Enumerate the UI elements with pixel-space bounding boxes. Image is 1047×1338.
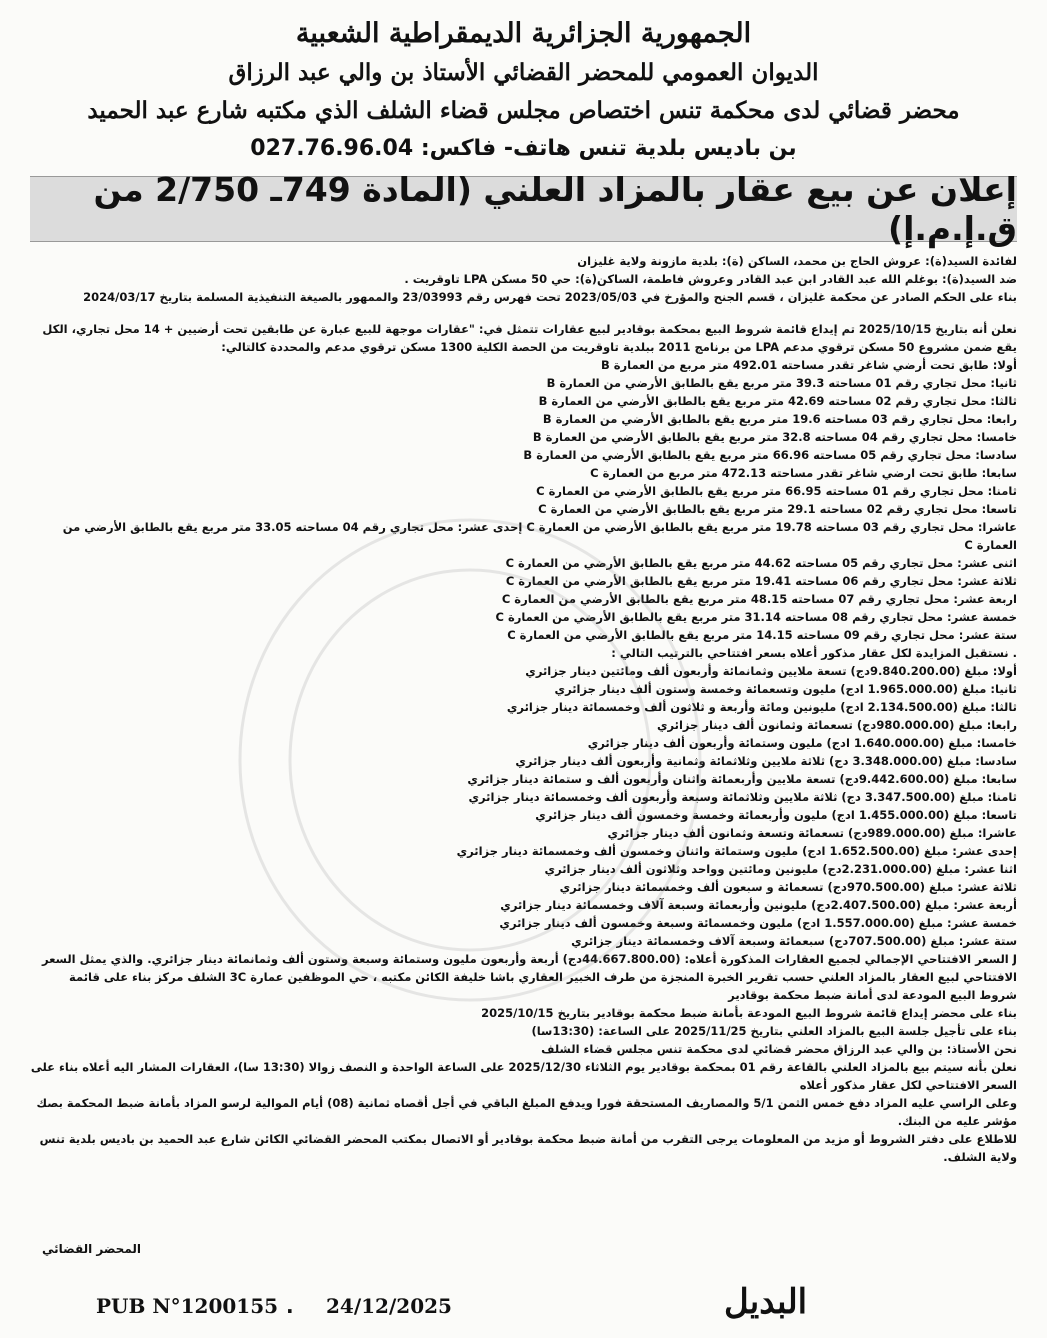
notice-paragraph: ثالثا: محل تجاري رقم 02 مساحته 42.69 متر مربع يقع بالطابق الأرضي من العمارة B bbox=[538, 394, 1017, 408]
notice-paragraph: أولا: مبلغ (9.840.200.00دج) تسعة ملايين وثمانمائة وأربعون ألف ومائتين دينار جزائري bbox=[525, 664, 1017, 678]
judgment-line: بناء على الحكم الصادر عن محكمة غليزان ، قسم الجنح والمؤرخ في 2023/05/03 تحت فهرس رقم 23/03993 والممهور بالصيغة التنفيذية المسلمة بتاريخ 2024/03/17 bbox=[83, 290, 1017, 304]
notice-paragraph: إحدى عشر: مبلغ (1.652.500.00 ادج) مليون وستمائة واثنان وخمسون ألف وخمسمائة دينار جزائري bbox=[456, 844, 1017, 858]
notice-paragraph: خمسة عشر: مبلغ (1.557.000.00 ادج) مليون وخمسمائة وسبعة وخمسون ألف دينار جزائري bbox=[499, 916, 1017, 930]
notice-paragraph: ثلاثة عشر: مبلغ (970.500.00دج) تسعمائة و سبعون ألف وخمسمائة دينار جزائري bbox=[559, 880, 1017, 894]
notice-paragraph: نحن الأستاذ: بن والي عبد الرزاق محضر قضائي لدى محكمة تنس مجلس قضاء الشلف bbox=[541, 1042, 1017, 1056]
notice-paragraph: خامسا: مبلغ (1.640.000.00 ادج) مليون وستمائة وأربعون ألف دينار جزائري bbox=[587, 736, 1017, 750]
notice-paragraph: سادسا: محل تجاري رقم 05 مساحته 66.96 متر مربع يقع بالطابق الأرضي من العمارة B bbox=[523, 448, 1017, 462]
notice-paragraph: ثانيا: محل تجاري رقم 01 مساحته 39.3 متر مربع يقع بالطابق الأرضي من العمارة B bbox=[546, 376, 1017, 390]
notice-paragraph: خمسة عشر: محل تجاري رقم 08 مساحته 31.14 متر مربع يقع بالطابق الأرضي من العمارة C bbox=[495, 610, 1017, 624]
notice-paragraph: ثلاثة عشر: محل تجاري رقم 06 مساحته 19.41 متر مربع يقع بالطابق الأرضي من العمارة C bbox=[505, 574, 1017, 588]
notice-paragraph: للاطلاع على دفتر الشروط أو مزيد من المعلومات يرجى التقرب من أمانة ضبط محكمة بوقادير أو الاتصال بمكتب المحضر القضائي الكائن شارع عبد الحميد بن باديس بلدية تنس ولاية الشلف. bbox=[39, 1132, 1017, 1164]
signature-label: المحضر القضائي bbox=[41, 1242, 141, 1256]
notice-paragraph: تاسعا: مبلغ (1.455.000.00 ادج) مليون وأربعمائة وخمسة وخمسون ألف دينار جزائري bbox=[535, 808, 1017, 822]
notice-paragraph: بناء على محضر إيداع قائمة شروط البيع المودعة بأمانة ضبط محكمة بوقادير بتاريخ 2025/10/15 bbox=[481, 1006, 1017, 1020]
notice-paragraph: أربعة عشر: مبلغ (2.407.500.00دج) مليونين وأربعمائة وسبعة آلاف وخمسمائة دينار جزائري bbox=[500, 898, 1017, 912]
publication-date: 24/12/2025 bbox=[326, 1294, 452, 1318]
defendant-line: ضد السيد(ة): بوغلم الله عبد القادر ابن عبد القادر وعروش فاطمة، الساكن(ة): حي 50 مسكن LPA تاوقريت . bbox=[404, 272, 1017, 286]
notice-paragraph: ستة عشر: مبلغ (707.500.00دج) سبعمائة وسبعة آلاف وخمسمائة دينار جزائري bbox=[571, 934, 1017, 948]
office-jurisdiction: محضر قضائي لدى محكمة تنس اختصاص مجلس قضاء الشلف الذي مكتبه شارع عبد الحميد bbox=[87, 97, 960, 124]
notice-paragraph: خامسا: محل تجاري رقم 04 مساحته 32.8 متر مربع يقع بالطابق الأرضي من العمارة B bbox=[532, 430, 1017, 444]
notice-paragraph: ثامنا: مبلغ (3.347.500.00 دج) ثلاثة ملايين وثلاثمائة وسبعة وأربعون ألف وخمسمائة دينار جزائري bbox=[468, 790, 1017, 804]
notice-paragraph: نعلن أنه بتاريخ 2025/10/15 تم إيداع قائمة شروط البيع بمحكمة بوقادير لبيع عقارات تتمثل في: "عقارات موجهة للبيع عبارة عن طابقين تحت أرضيين + 14 محل تجاري، الكل يقع ضمن مشروع 50 مسكن ترقوي مدعم LPA من برنامج 2011 ببلدية تاوقريت من الحصة الكلية 1300 مسكن ترقوي مدعم والمحددة كالتالي: bbox=[42, 322, 1017, 354]
notice-paragraph: وعلى الراسي عليه المزاد دفع خمس الثمن 5/1 والمصاريف المستحقة فورا ويدفع المبلغ الباقي في أجل أقصاه ثمانية (08) أيام الموالية لرسو المزاد بأمانة ضبط المحكمة بصك مؤشر عليه من البنك. bbox=[36, 1096, 1017, 1128]
notice-paragraph: عاشرا: محل تجاري رقم 03 مساحته 19.78 متر مربع يقع بالطابق الأرضي من العمارة C إحدى عشر: محل تجاري رقم 04 مساحته 33.05 متر مربع يقع بالطابق الأرضي من العمارة C bbox=[62, 520, 1017, 552]
notice-paragraph: رابعا: محل تجاري رقم 03 مساحته 19.6 متر مربع يقع بالطابق الأرضي من العمارة B bbox=[542, 412, 1017, 426]
notice-paragraph: نعلن بأنه سيتم بيع بالمزاد العلني بالقاعة رقم 01 بمحكمة بوقادير يوم الثلاثاء 2025/12/30 على الساعة الواحدة و النصف زوالا (13:30 سا)، العقارات المشار اليه أعلاه بناء على السعر الافتتاحي لكل عقار مذكور أعلاه bbox=[30, 1060, 1017, 1092]
footer bbox=[0, 1276, 1047, 1338]
pub-number: PUB N°1200155 bbox=[96, 1294, 279, 1318]
notice-paragraph: سابعا: مبلغ (9.442.600.00دج) تسعة ملايين وأربعمائة واثنان وأربعون ألف و ستمائة دينار جزائري bbox=[467, 772, 1017, 786]
republic-title: الجمهورية الجزائرية الديمقراطية الشعبية bbox=[295, 18, 752, 49]
notice-title: إعلان عن بيع عقار بالمزاد العلني (المادة 749ـ 2/750 من ق.إ.م.إ) bbox=[30, 176, 1017, 242]
office-title: الديوان العمومي للمحضر القضائي الأستاذ بن والي عبد الرزاق bbox=[228, 59, 819, 86]
newspaper-logo: البديل bbox=[724, 1282, 808, 1322]
notice-paragraph: ستة عشر: محل تجاري رقم 09 مساحته 14.15 متر مربع يقع بالطابق الأرضي من العمارة C bbox=[507, 628, 1017, 642]
notice-paragraph: أولا: طابق تحت أرضي شاغر تقدر مساحته 492.01 متر مربع من العمارة B bbox=[600, 358, 1017, 372]
office-address: بن باديس بلدية تنس هاتف- فاكس: bbox=[420, 136, 797, 161]
footer-separator: . bbox=[286, 1294, 294, 1318]
notice-paragraph: سابعا: طابق تحت ارضي شاغر تقدر مساحته 472.13 متر مربع من العمارة C bbox=[590, 466, 1017, 480]
notice-paragraph: تاسعا: محل تجاري رقم 02 مساحته 29.1 متر مربع يقع بالطابق الأرضي من العمارة C bbox=[538, 502, 1017, 516]
notice-paragraph: عاشرا: مبلغ (989.000.00دج) تسعمائة وتسعة وثمانون ألف دينار جزائري bbox=[607, 826, 1017, 840]
notice-paragraph: J السعر الافتتاحي الإجمالي لجميع العقارات المذكورة أعلاه: (44.667.800.00دج) أربعة وأربعون مليون وستمائة وسبعة وستون ألف وثمانمائة دينار جزائري. والذي يمثل السعر الافتتاحي لبيع العقار بالمزاد العلني حسب تقرير الخبرة المنجزة من طرف الخبير العقاري باشا خليفة الكائن مكتبه ، حي الموظفين عمارة 3C الشلف مركز بناء على قائمة شروط البيع المودعة لدى أمانة ضبط محكمة بوقادير bbox=[42, 952, 1017, 1002]
parties-block bbox=[30, 252, 1017, 306]
notice-paragraph: ثالثا: مبلغ (2.134.500.00 ادج) مليونين ومائة وأربعة و ثلاثون ألف وخمسمائة دينار جزائري bbox=[506, 700, 1017, 714]
notice-paragraph: اربعة عشر: محل تجاري رقم 07 مساحته 48.15 متر مربع يقع بالطابق الأرضي من العمارة C bbox=[501, 592, 1017, 606]
notice-paragraph: . نستقبل المزايدة لكل عقار مذكور أعلاه بسعر افتتاحي بالترتيب التالي : bbox=[611, 646, 1017, 660]
notice-paragraph: رابعا: مبلغ (980.000.00دج) تسعمائة وثمانون ألف دينار جزائري bbox=[656, 718, 1017, 732]
notice-paragraph: سادسا: مبلغ (3.348.000.00 دج) ثلاثة ملايين وثلاثمائة وثمانية وأربعون ألف دينار جزائري bbox=[515, 754, 1017, 768]
notice-paragraph: ثامنا: محل تجاري رقم 01 مساحته 66.95 متر مربع يقع بالطابق الأرضي من العمارة C bbox=[536, 484, 1017, 498]
notice-paragraph: اثنا عشر: مبلغ (2.231.000.00دج) مليونين ومائتين وواحد وثلاثون ألف دينار جزائري bbox=[544, 862, 1017, 876]
notice-body bbox=[30, 320, 1017, 1166]
beneficiary-line: لفائدة السيد(ة): عروش الحاج بن محمد، الساكن (ة): بلدية مازونة ولاية غليزان bbox=[577, 254, 1017, 268]
office-address-phone bbox=[30, 130, 1017, 168]
phone-number: 027.76.96.04 bbox=[250, 136, 414, 161]
notice-paragraph: بناء على تأجيل جلسة البيع بالمزاد العلني بتاريخ 2025/11/25 على الساعة: (13:30سا) bbox=[531, 1024, 1017, 1038]
notice-paragraph: ثانيا: مبلغ (1.965.000.00 ادج) مليون وتسعمائة وخمسة وستون ألف دينار جزائري bbox=[554, 682, 1017, 696]
notice-paragraph: اثنى عشر: محل تجاري رقم 05 مساحته 44.62 متر مربع يقع بالطابق الأرضي من العمارة C bbox=[505, 556, 1017, 570]
